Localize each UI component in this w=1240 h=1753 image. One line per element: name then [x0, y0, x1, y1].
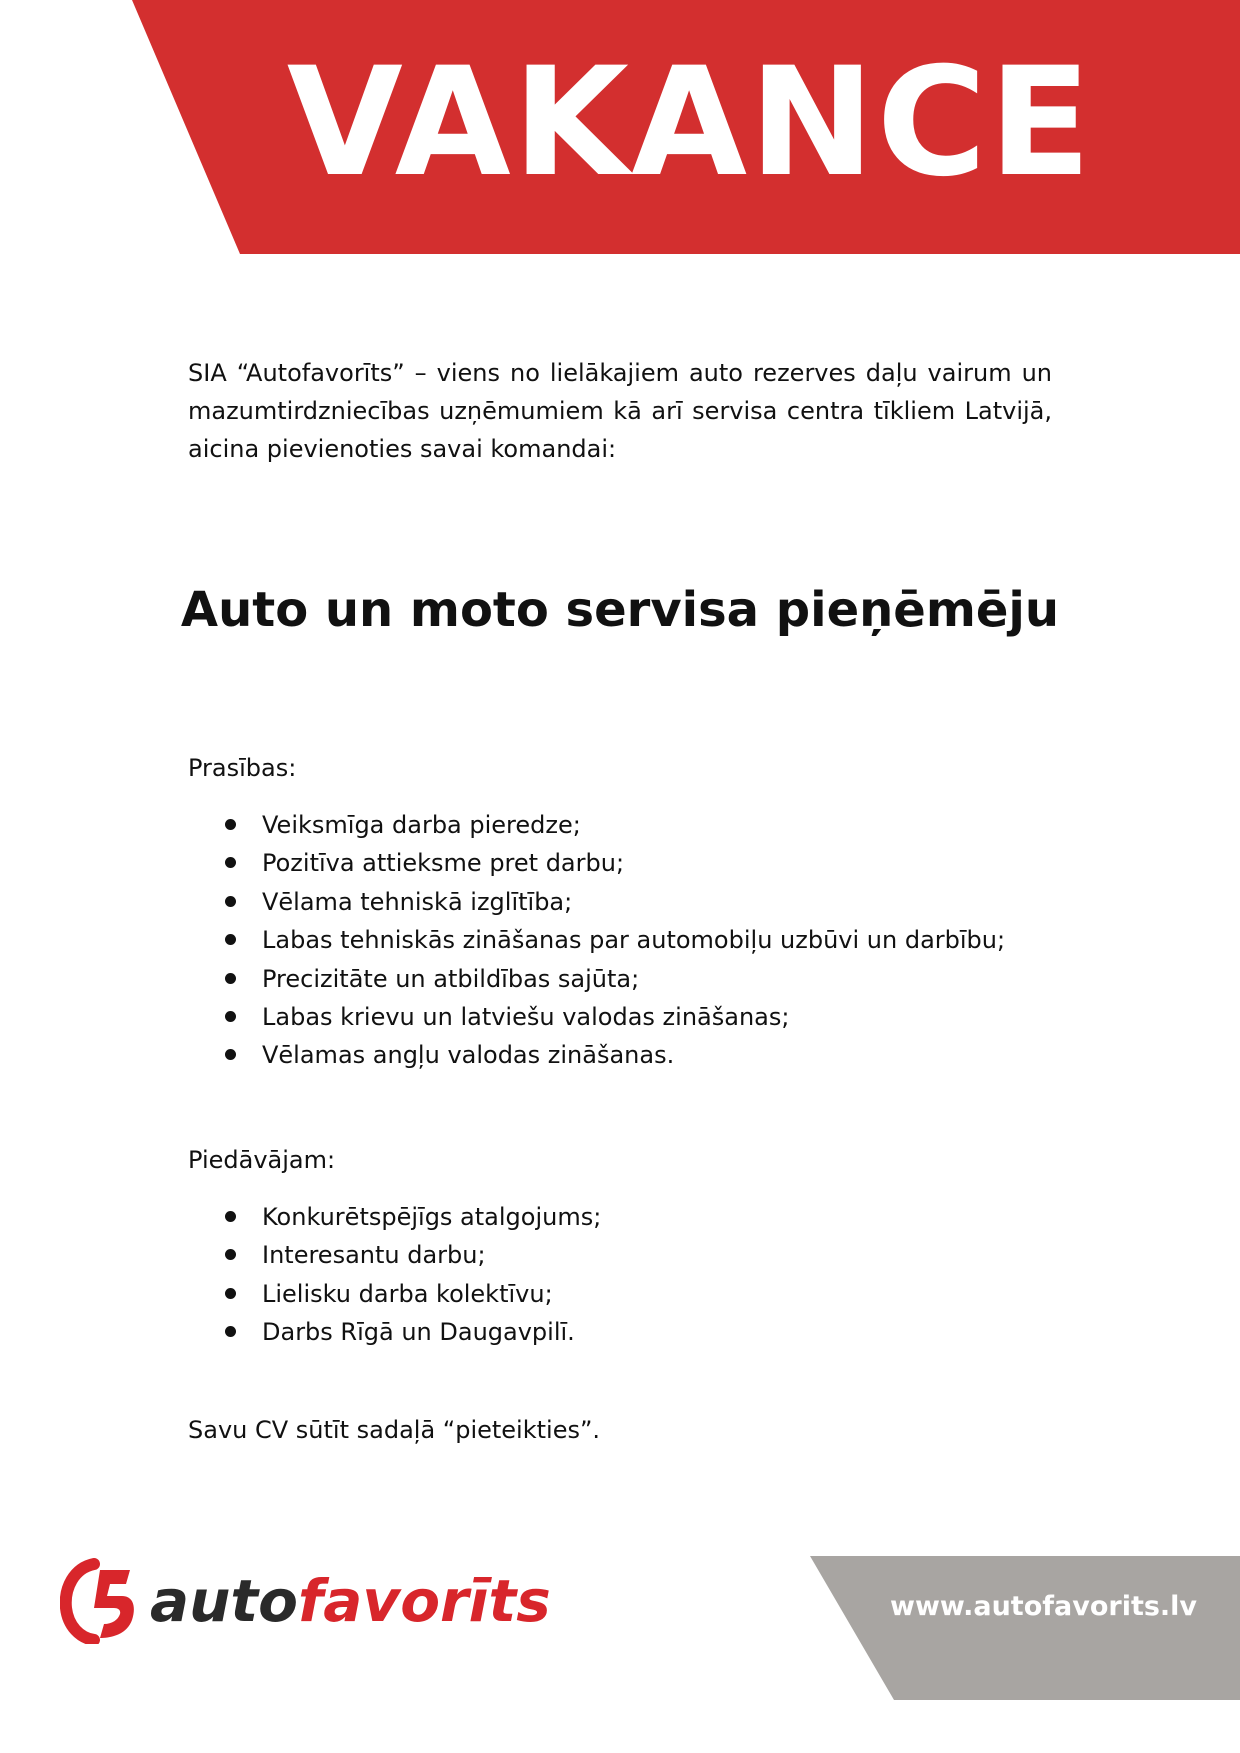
bullet-icon	[225, 819, 236, 830]
requirements-heading: Prasības:	[188, 754, 297, 782]
list-item	[188, 1275, 1088, 1313]
list-item-text: Interesantu darbu;	[262, 1241, 486, 1270]
offer-section	[188, 1144, 1088, 1352]
autofavorits-logo-mark-icon	[60, 1558, 140, 1644]
list-item-text: Labas tehniskās zināšanas par automobiļu uzbūvi un darbību;	[262, 926, 1006, 955]
list-item-text: Darbs Rīgā un Daugavpilī.	[262, 1318, 575, 1347]
intro-paragraph: SIA “Autofavorīts” – viens no lielākajiem auto rezerves daļu vairum un mazumtirdzniecības uzņēmumiem kā arī servisa centra tīkliem Latvijā, aicina pievienoties savai komandai:	[188, 359, 1052, 463]
bullet-icon	[225, 934, 236, 945]
list-item-text: Vēlama tehniskā izglītība;	[262, 887, 573, 916]
requirements-list	[188, 806, 1088, 1075]
offer-heading: Piedāvājam:	[188, 1146, 336, 1174]
list-item	[188, 1198, 1088, 1236]
logo-text-favorits: favorīts	[298, 1567, 551, 1635]
autofavorits-logo	[60, 1558, 551, 1648]
bullet-icon	[225, 857, 236, 868]
list-item-text: Veiksmīga darba pieredze;	[262, 811, 581, 839]
bullet-icon	[225, 973, 236, 984]
offer-list	[188, 1198, 1088, 1352]
list-item-text: Konkurētspējīgs atalgojums;	[262, 1203, 602, 1231]
list-item-text: Vēlamas angļu valodas zināšanas.	[262, 1041, 675, 1070]
list-item	[188, 960, 1088, 998]
list-item-text: Pozitīva attieksme pret darbu;	[262, 849, 625, 878]
website-link[interactable]: www.autofavorits.lv	[890, 1591, 1198, 1622]
list-item-text: Labas krievu un latviešu valodas zināšanas;	[262, 1003, 790, 1032]
bullet-icon	[225, 1249, 236, 1260]
footer-band	[810, 1556, 1240, 1700]
logo-text-auto: auto	[150, 1567, 299, 1635]
banner-title: VAKANCE	[286, 36, 1094, 210]
bullet-icon	[225, 1288, 236, 1299]
list-item-text: Lielisku darba kolektīvu;	[262, 1279, 553, 1308]
list-item	[188, 883, 1088, 921]
list-item-text: Precizitāte un atbildības sajūta;	[262, 964, 640, 993]
bullet-icon	[225, 1211, 236, 1222]
bullet-icon	[225, 896, 236, 907]
footer-band-shape	[810, 1556, 1240, 1700]
bullet-icon	[225, 1049, 236, 1060]
bullet-icon	[225, 1011, 236, 1022]
list-item	[188, 921, 1088, 959]
cv-note: Savu CV sūtīt sadaļā “pieteikties”.	[188, 1416, 601, 1444]
list-item	[188, 1313, 1088, 1351]
list-item	[188, 844, 1088, 882]
list-item	[188, 998, 1088, 1036]
bullet-icon	[225, 1326, 236, 1337]
requirements-section	[188, 752, 1088, 1075]
position-title: Auto un moto servisa pieņēmēju	[180, 582, 1060, 638]
logo-wordmark	[150, 1566, 551, 1636]
list-item	[188, 1036, 1088, 1074]
list-item	[188, 806, 1088, 844]
list-item	[188, 1236, 1088, 1274]
